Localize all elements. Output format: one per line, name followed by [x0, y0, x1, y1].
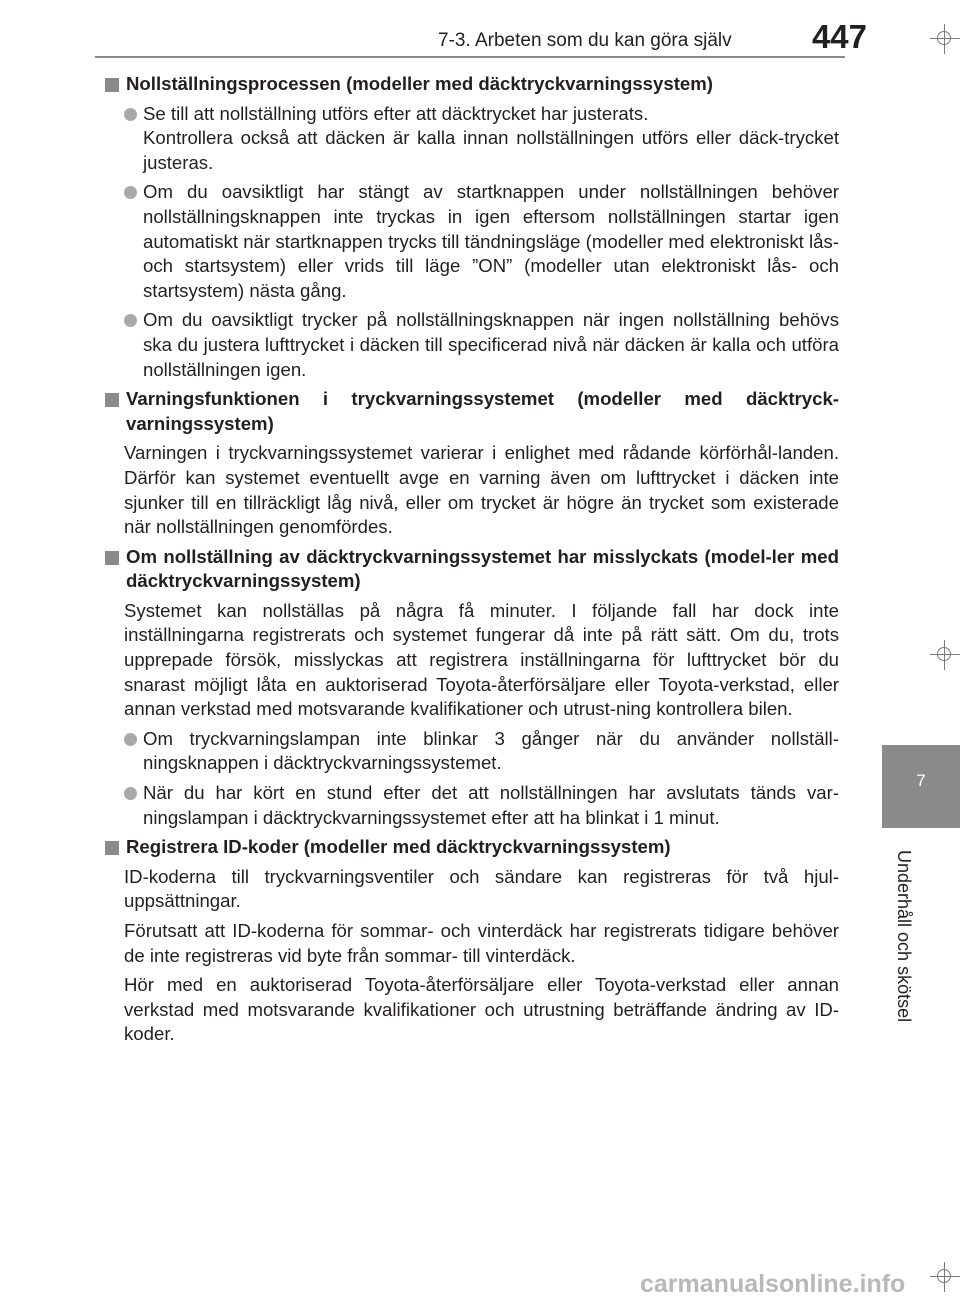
bullet-item: Om tryckvarningslampan inte blinkar 3 gånger när du använder nollställ-ningsknappen i däcktryckvarningssystemet.: [124, 727, 839, 776]
circle-bullet-icon: [124, 787, 137, 800]
section-heading: Om nollställning av däcktryckvarningssystemet har misslyckats (model-ler med däcktryckvarningssystem): [105, 545, 839, 594]
registration-mark-middle-right: [930, 640, 960, 670]
circle-bullet-icon: [124, 108, 137, 121]
page-content: [105, 72, 839, 1052]
section-heading: Registrera ID-koder (modeller med däcktryckvarningssystem): [105, 835, 839, 860]
square-bullet-icon: [105, 551, 119, 565]
registration-mark-bottom-right: [930, 1262, 960, 1292]
section-heading: Nollställningsprocessen (modeller med däcktryckvarningssystem): [105, 72, 839, 97]
page-number: 447: [811, 18, 867, 55]
section-reset-failed: [105, 545, 839, 831]
square-bullet-icon: [105, 841, 119, 855]
bullet-item: Se till att nollställning utförs efter att däcktrycket har justerats. Kontrollera också att däcken är kalla innan nollställningen utförs eller däck-trycket justeras.: [124, 102, 839, 176]
chapter-number: 7: [916, 771, 926, 790]
paragraph: ID-koderna till tryckvarningsventiler och sändare kan registreras för två hjul-uppsättningar.: [124, 865, 839, 912]
paragraph: Systemet kan nollställas på några få minuter. I följande fall har dock inte inställningarna registrerats och systemet fungerar då inte på rätt sätt. Om du, trots upprepade försök, misslyckas att registrera inställningarna för lufttrycket bör du snarast möjligt låta en auktoriserad Toyota-återförsäljare eller Toyota-verkstad, eller annan verkstad med motsvarande kvalifikationer och utrust-ning kontrollera bilen.: [124, 599, 839, 720]
registration-mark-top-right: [930, 24, 960, 54]
section-heading: Varningsfunktionen i tryckvarningssystemet (modeller med däcktryck-varningssystem): [105, 387, 839, 436]
section-label: 7-3. Arbeten som du kan göra själv: [438, 30, 732, 51]
paragraph: Förutsatt att ID-koderna för sommar- och vinterdäck har registrerats tidigare behöver de inte registreras vid byte från sommar- till vinterdäck.: [124, 920, 839, 966]
watermark: carmanualsonline.info: [640, 1270, 906, 1298]
paragraph: Varningen i tryckvarningssystemet varierar i enlighet med rådande körförhål-landen. Därför kan systemet eventuellt avge en varning även om lufttrycket i däcken inte sjunker till en tillräckligt låg nivå, eller om trycket är högre än trycket som existerade när nollställningen genomfördes.: [124, 442, 839, 538]
circle-bullet-icon: [124, 314, 137, 327]
square-bullet-icon: [105, 78, 119, 92]
section-reset-process: [105, 72, 839, 382]
bullet-item: Om du oavsiktligt trycker på nollställningsknappen när ingen nollställning behövs ska du justera lufttrycket i däcken till specificerad nivå när däcken är kalla och utföra nollställningen igen.: [124, 308, 839, 382]
bullet-item: När du har kört en stund efter det att nollställningen har avslutats tänds var-ningslampan i däcktryckvarningssystemet efter att ha blinkat i 1 minut.: [124, 781, 839, 830]
paragraph: Hör med en auktoriserad Toyota-återförsäljare eller Toyota-verkstad eller annan verkstad med motsvarande kvalifikationer och utrustning beträffande ändring av ID-koder.: [124, 974, 839, 1045]
header-rule: [95, 56, 845, 58]
chapter-title: [880, 850, 920, 1050]
section-register-id-codes: [105, 835, 839, 1047]
chapter-title-text: Underhåll och skötsel: [894, 850, 914, 1023]
chapter-tab: [882, 745, 960, 828]
bullet-item: Om du oavsiktligt har stängt av startknappen under nollställningen behöver nollställningsknappen inte tryckas in igen eftersom nollställningen startar igen automatiskt när startknappen trycks till tändningsläge (modeller med elektroniskt lås- och startsystem) eller vrids till läge ”ON” (modeller utan elektroniskt lås- och startsystem) nästa gång.: [124, 180, 839, 303]
section-warning-function: [105, 387, 839, 540]
circle-bullet-icon: [124, 733, 137, 746]
square-bullet-icon: [105, 393, 119, 407]
circle-bullet-icon: [124, 186, 137, 199]
